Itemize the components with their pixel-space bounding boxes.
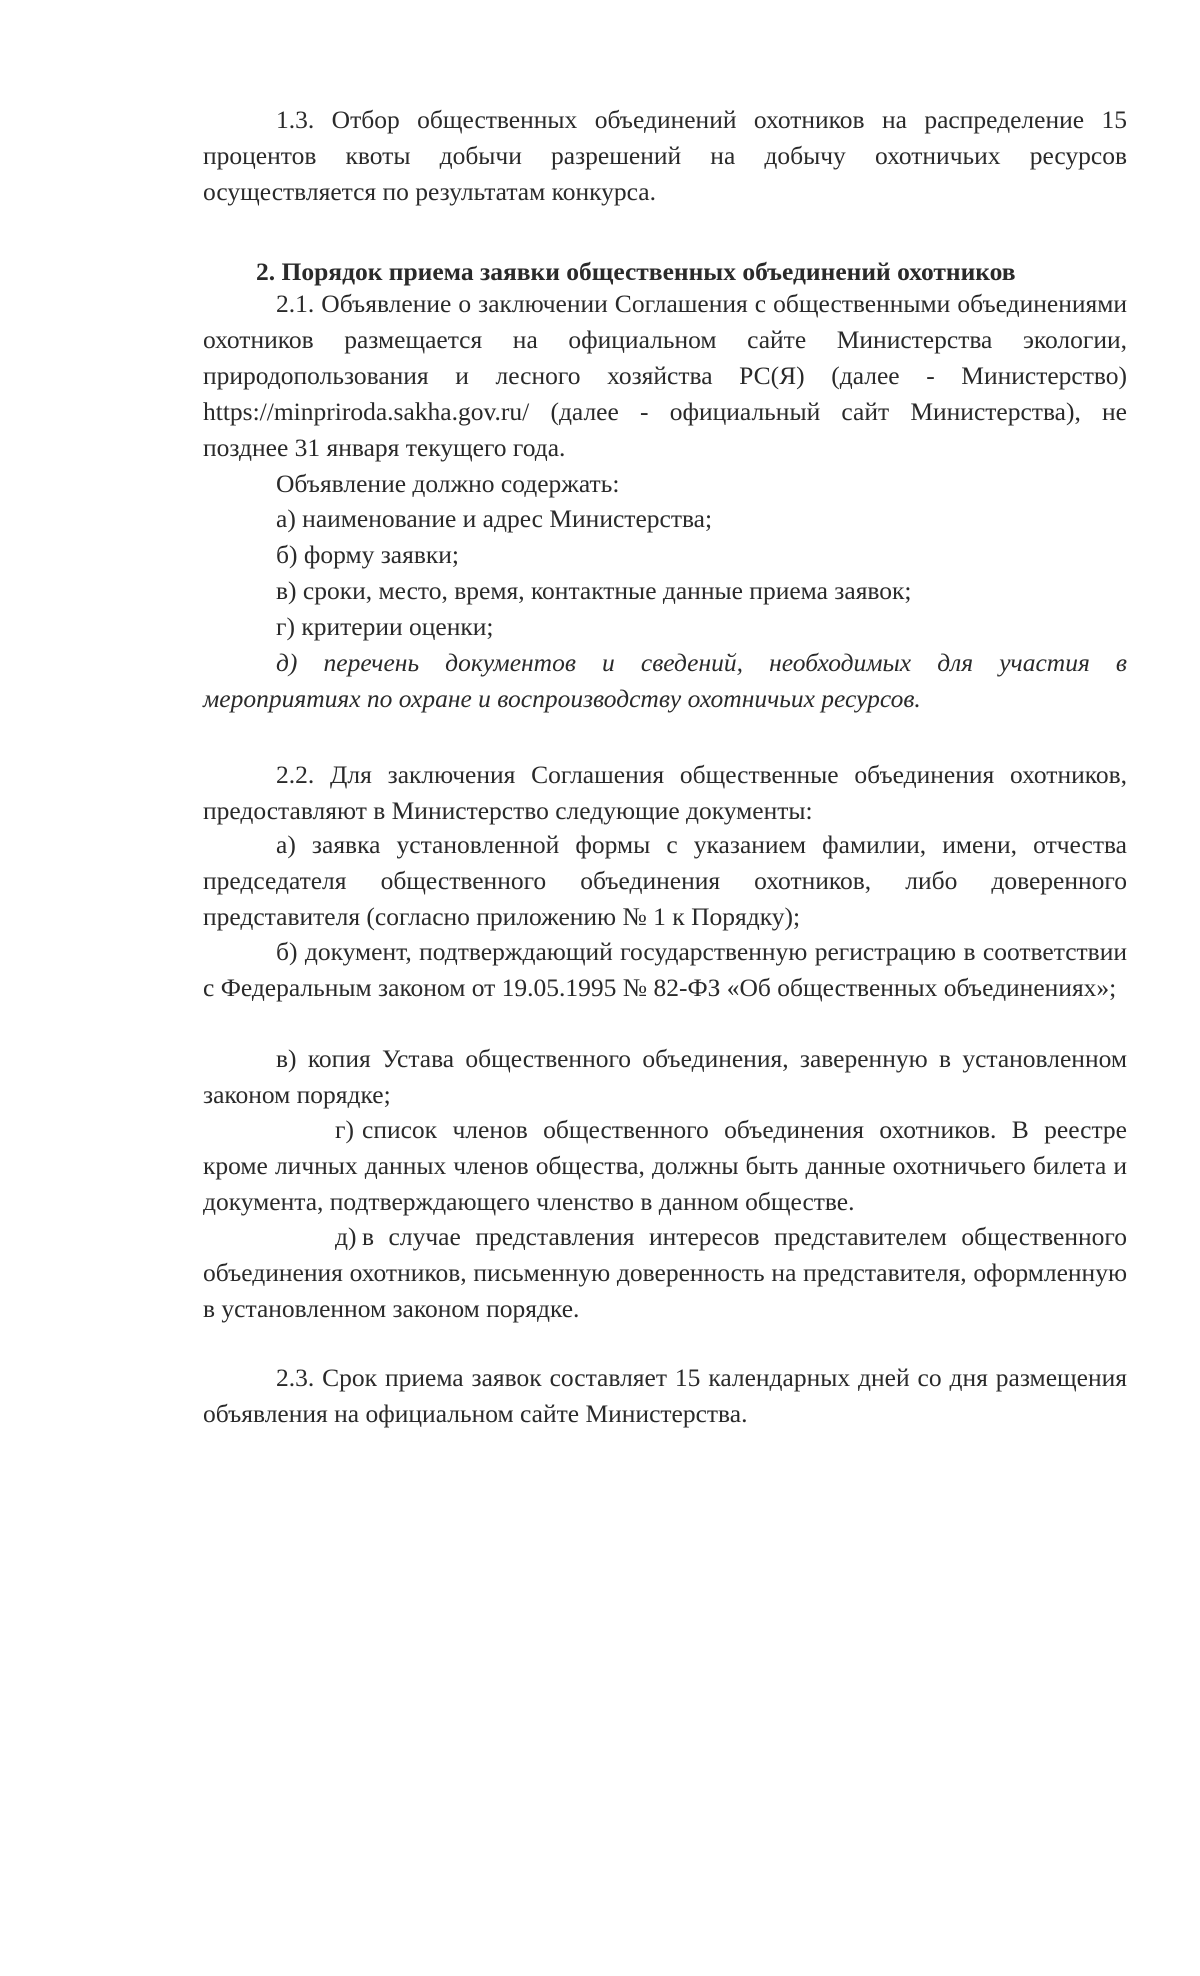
document-item-g-label: г) xyxy=(335,1115,354,1144)
document-item-g xyxy=(203,1112,1127,1220)
document-item-d-text: в случае представления интересов представителем общественного объединения охотников, письменную доверенность на представителя, оформленную в установленном законом порядке. xyxy=(203,1222,1127,1323)
document-item-d-label: д) xyxy=(335,1222,357,1251)
document-item-v: в) копия Устава общественного объединения, заверенную в установленном законом порядке; xyxy=(203,1044,1127,1109)
section-2-heading: 2. Порядок приема заявки общественных объединений охотников xyxy=(256,257,1016,286)
document-item-g-text: список членов общественного объединения охотников. В реестре кроме личных данных членов общества, должны быть данные охотничьего билета и документа, подтверждающего членство в данном обществе. xyxy=(203,1115,1127,1216)
document-item-b: б) документ, подтверждающий государственную регистрацию в соответствии с Федеральным законом от 19.05.1995 № 82-ФЗ «Об общественных объединениях»; xyxy=(203,937,1127,1002)
announcement-item-a: а) наименование и адрес Министерства; xyxy=(276,504,713,533)
announcement-item-b: б) форму заявки; xyxy=(276,540,460,569)
paragraph-2-1: 2.1. Объявление о заключении Соглашения с общественными объединениями охотников размещается на официальном сайте Министерства экологии, природопользования и лесного хозяйства РС(Я) (далее - Министерство) https://minpriroda.sakha.gov.ru/ (далее - официальный сайт Министерства), не позднее 31 января текущего года. xyxy=(203,289,1127,462)
paragraph-1-3: 1.3. Отбор общественных объединений охотников на распределение 15 процентов квоты добычи разрешений на добычу охотничьих ресурсов осуществляется по результатам конкурса. xyxy=(203,105,1127,206)
document-item-d xyxy=(203,1219,1127,1327)
announcement-item-d: д) перечень документов и сведений, необходимых для участия в мероприятиях по охране и воспроизводству охотничьих ресурсов. xyxy=(203,648,1127,713)
paragraph-2-3: 2.3. Срок приема заявок составляет 15 календарных дней со дня размещения объявления на официальном сайте Министерства. xyxy=(203,1363,1127,1428)
paragraph-2-2: 2.2. Для заключения Соглашения общественные объединения охотников, предоставляют в Министерство следующие документы: xyxy=(203,760,1127,825)
announcement-intro: Объявление должно содержать: xyxy=(276,469,620,498)
announcement-item-g: г) критерии оценки; xyxy=(276,612,494,641)
announcement-item-v: в) сроки, место, время, контактные данные приема заявок; xyxy=(276,576,912,605)
document-item-a: а) заявка установленной формы с указанием фамилии, имени, отчества председателя общественного объединения охотников, либо доверенного представителя (согласно приложению № 1 к Порядку); xyxy=(203,830,1127,931)
